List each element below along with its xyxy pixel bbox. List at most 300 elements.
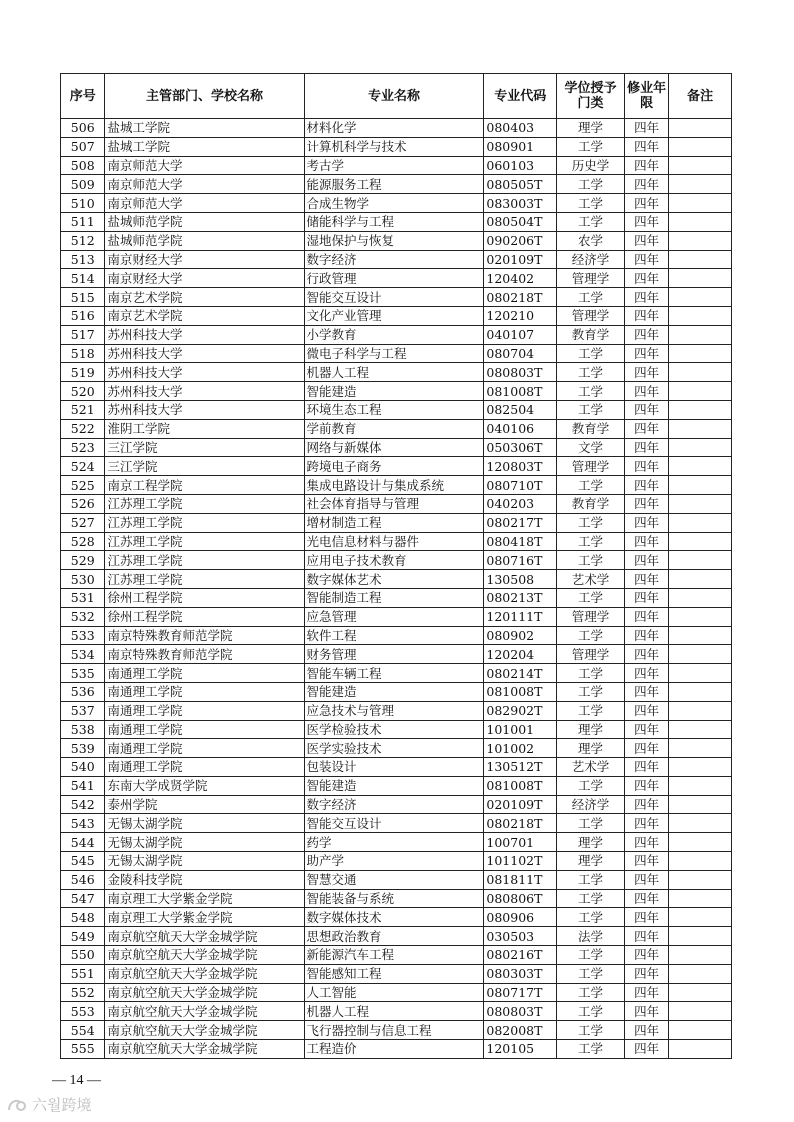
cell-degree: 工学: [557, 814, 625, 833]
cell-years: 四年: [624, 438, 668, 457]
cell-serial: 547: [61, 889, 105, 908]
table-row: [61, 382, 732, 401]
cell-code: 020109T: [484, 795, 557, 814]
cell-school: 南京理工大学紫金学院: [105, 889, 304, 908]
cell-years: 四年: [624, 212, 668, 231]
cell-serial: 534: [61, 645, 105, 664]
cell-degree: 工学: [557, 776, 625, 795]
cell-years: 四年: [624, 776, 668, 795]
cell-code: 082504: [484, 400, 557, 419]
cell-major: 包装设计: [304, 758, 484, 777]
cell-code: 080218T: [484, 288, 557, 307]
cell-years: 四年: [624, 664, 668, 683]
cell-school: 南通理工学院: [105, 701, 304, 720]
cell-major: 数字媒体艺术: [304, 570, 484, 589]
cell-years: 四年: [624, 1002, 668, 1021]
cell-school: 三江学院: [105, 438, 304, 457]
cell-code: 081008T: [484, 682, 557, 701]
cell-code: 100701: [484, 833, 557, 852]
cell-code: 050306T: [484, 438, 557, 457]
cell-years: 四年: [624, 194, 668, 213]
cell-degree: 管理学: [557, 607, 625, 626]
cell-degree: 经济学: [557, 795, 625, 814]
cell-degree: 理学: [557, 833, 625, 852]
cell-school: 江苏理工学院: [105, 494, 304, 513]
cell-major: 机器人工程: [304, 363, 484, 382]
cell-code: 081008T: [484, 776, 557, 795]
cell-serial: 506: [61, 119, 105, 138]
cell-school: 南京航空航天大学金城学院: [105, 964, 304, 983]
cell-school: 金陵科技学院: [105, 870, 304, 889]
cell-remarks: [669, 212, 732, 231]
cell-serial: 523: [61, 438, 105, 457]
cell-school: 无锡太湖学院: [105, 814, 304, 833]
cell-serial: 521: [61, 400, 105, 419]
cell-serial: 528: [61, 532, 105, 551]
cell-remarks: [669, 119, 732, 138]
cell-years: 四年: [624, 137, 668, 156]
cell-serial: 554: [61, 1021, 105, 1040]
cell-school: 南京艺术学院: [105, 288, 304, 307]
cell-school: 三江学院: [105, 457, 304, 476]
cell-degree: 法学: [557, 927, 625, 946]
table-row: [61, 363, 732, 382]
cell-years: 四年: [624, 382, 668, 401]
cell-degree: 管理学: [557, 457, 625, 476]
cell-years: 四年: [624, 344, 668, 363]
table-row: [61, 250, 732, 269]
table-row: [61, 852, 732, 871]
cell-serial: 511: [61, 212, 105, 231]
cell-serial: 533: [61, 626, 105, 645]
cell-serial: 518: [61, 344, 105, 363]
cell-degree: 工学: [557, 682, 625, 701]
cell-years: 四年: [624, 927, 668, 946]
table-row: [61, 927, 732, 946]
cell-degree: 工学: [557, 588, 625, 607]
cell-degree: 工学: [557, 626, 625, 645]
cell-serial: 537: [61, 701, 105, 720]
cell-remarks: [669, 739, 732, 758]
cell-code: 120105: [484, 1040, 557, 1059]
cell-remarks: [669, 419, 732, 438]
majors-table: [60, 73, 732, 1059]
cell-years: 四年: [624, 588, 668, 607]
cell-years: 四年: [624, 1021, 668, 1040]
table-row: [61, 795, 732, 814]
cell-code: 081811T: [484, 870, 557, 889]
cell-code: 130512T: [484, 758, 557, 777]
cell-code: 083003T: [484, 194, 557, 213]
cell-major: 财务管理: [304, 645, 484, 664]
cell-code: 080217T: [484, 513, 557, 532]
cell-school: 南通理工学院: [105, 739, 304, 758]
cell-code: 030503: [484, 927, 557, 946]
page-number: — 14 —: [52, 1073, 101, 1088]
cell-degree: 工学: [557, 175, 625, 194]
table-row: [61, 983, 732, 1002]
cell-years: 四年: [624, 306, 668, 325]
cell-school: 南通理工学院: [105, 664, 304, 683]
cell-serial: 527: [61, 513, 105, 532]
cell-remarks: [669, 137, 732, 156]
cell-years: 四年: [624, 814, 668, 833]
cell-school: 南京航空航天大学金城学院: [105, 1040, 304, 1059]
cell-remarks: [669, 889, 732, 908]
cell-years: 四年: [624, 682, 668, 701]
cell-major: 数字媒体技术: [304, 908, 484, 927]
cell-code: 080803T: [484, 363, 557, 382]
cell-major: 网络与新媒体: [304, 438, 484, 457]
cell-school: 苏州科技大学: [105, 325, 304, 344]
cell-degree: 工学: [557, 1021, 625, 1040]
table-row: [61, 137, 732, 156]
cell-code: 080213T: [484, 588, 557, 607]
cell-degree: 工学: [557, 288, 625, 307]
cell-major: 考古学: [304, 156, 484, 175]
cell-years: 四年: [624, 288, 668, 307]
cell-code: 082902T: [484, 701, 557, 720]
cell-major: 应急管理: [304, 607, 484, 626]
header-years: 修业年限: [624, 74, 668, 119]
cell-years: 四年: [624, 645, 668, 664]
cell-major: 智能建造: [304, 382, 484, 401]
cell-years: 四年: [624, 758, 668, 777]
table-row: [61, 607, 732, 626]
cell-degree: 理学: [557, 720, 625, 739]
cell-degree: 农学: [557, 231, 625, 250]
cell-remarks: [669, 776, 732, 795]
cell-school: 南京师范大学: [105, 194, 304, 213]
cell-serial: 522: [61, 419, 105, 438]
cell-code: 120803T: [484, 457, 557, 476]
cell-school: 盐城工学院: [105, 119, 304, 138]
table-row: [61, 870, 732, 889]
cell-major: 应急技术与管理: [304, 701, 484, 720]
cell-major: 助产学: [304, 852, 484, 871]
cell-code: 120204: [484, 645, 557, 664]
cell-serial: 524: [61, 457, 105, 476]
cell-years: 四年: [624, 833, 668, 852]
header-major: 专业名称: [304, 74, 484, 119]
cell-code: 080214T: [484, 664, 557, 683]
cell-major: 智能交互设计: [304, 288, 484, 307]
cell-remarks: [669, 457, 732, 476]
cell-remarks: [669, 946, 732, 965]
table-row: [61, 400, 732, 419]
cell-remarks: [669, 363, 732, 382]
cell-major: 能源服务工程: [304, 175, 484, 194]
cell-major: 文化产业管理: [304, 306, 484, 325]
cell-major: 计算机科学与技术: [304, 137, 484, 156]
cell-remarks: [669, 175, 732, 194]
cell-code: 080717T: [484, 983, 557, 1002]
cell-degree: 艺术学: [557, 758, 625, 777]
cell-years: 四年: [624, 119, 668, 138]
cell-remarks: [669, 664, 732, 683]
cell-serial: 525: [61, 476, 105, 495]
cell-serial: 530: [61, 570, 105, 589]
cell-remarks: [669, 400, 732, 419]
cell-code: 080716T: [484, 551, 557, 570]
table-row: [61, 119, 732, 138]
cell-major: 新能源汽车工程: [304, 946, 484, 965]
cell-degree: 工学: [557, 476, 625, 495]
table-row: [61, 551, 732, 570]
cell-degree: 工学: [557, 1040, 625, 1059]
cell-major: 应用电子技术教育: [304, 551, 484, 570]
cell-major: 机器人工程: [304, 1002, 484, 1021]
cell-code: 081008T: [484, 382, 557, 401]
cell-serial: 545: [61, 852, 105, 871]
cell-remarks: [669, 532, 732, 551]
cell-remarks: [669, 551, 732, 570]
cell-degree: 管理学: [557, 306, 625, 325]
cell-code: 101001: [484, 720, 557, 739]
table-row: [61, 701, 732, 720]
cell-school: 盐城师范学院: [105, 231, 304, 250]
cell-code: 080418T: [484, 532, 557, 551]
cell-years: 四年: [624, 870, 668, 889]
table-row: [61, 494, 732, 513]
cell-school: 南京航空航天大学金城学院: [105, 946, 304, 965]
cell-remarks: [669, 701, 732, 720]
cell-years: 四年: [624, 852, 668, 871]
cell-school: 南通理工学院: [105, 682, 304, 701]
cell-school: 南通理工学院: [105, 720, 304, 739]
cell-code: 080505T: [484, 175, 557, 194]
cell-serial: 543: [61, 814, 105, 833]
table-row: [61, 325, 732, 344]
cell-remarks: [669, 870, 732, 889]
cell-degree: 工学: [557, 1002, 625, 1021]
table-row: [61, 344, 732, 363]
cell-school: 无锡太湖学院: [105, 833, 304, 852]
cell-degree: 工学: [557, 532, 625, 551]
table-row: [61, 419, 732, 438]
cell-school: 徐州工程学院: [105, 607, 304, 626]
cell-degree: 管理学: [557, 645, 625, 664]
cell-major: 飞行器控制与信息工程: [304, 1021, 484, 1040]
cell-degree: 教育学: [557, 325, 625, 344]
cell-years: 四年: [624, 739, 668, 758]
table-row: [61, 946, 732, 965]
cell-serial: 509: [61, 175, 105, 194]
cell-years: 四年: [624, 363, 668, 382]
cell-school: 苏州科技大学: [105, 363, 304, 382]
cell-school: 苏州科技大学: [105, 400, 304, 419]
cell-school: 南京财经大学: [105, 250, 304, 269]
cell-remarks: [669, 325, 732, 344]
cell-remarks: [669, 306, 732, 325]
cell-degree: 艺术学: [557, 570, 625, 589]
cell-remarks: [669, 626, 732, 645]
cell-school: 盐城工学院: [105, 137, 304, 156]
table-row: [61, 212, 732, 231]
cell-degree: 工学: [557, 551, 625, 570]
cell-years: 四年: [624, 400, 668, 419]
cell-serial: 508: [61, 156, 105, 175]
cell-code: 080403: [484, 119, 557, 138]
cell-degree: 历史学: [557, 156, 625, 175]
cell-code: 080906: [484, 908, 557, 927]
cell-serial: 529: [61, 551, 105, 570]
cell-remarks: [669, 1021, 732, 1040]
cell-years: 四年: [624, 889, 668, 908]
cell-code: 040106: [484, 419, 557, 438]
cell-school: 徐州工程学院: [105, 588, 304, 607]
cell-serial: 535: [61, 664, 105, 683]
cell-serial: 532: [61, 607, 105, 626]
cell-school: 南京航空航天大学金城学院: [105, 1002, 304, 1021]
cell-major: 医学实验技术: [304, 739, 484, 758]
cell-school: 无锡太湖学院: [105, 852, 304, 871]
cell-code: 120402: [484, 269, 557, 288]
cell-degree: 工学: [557, 983, 625, 1002]
table-row: [61, 1021, 732, 1040]
cell-major: 智能交互设计: [304, 814, 484, 833]
cell-remarks: [669, 814, 732, 833]
watermark: [6, 1094, 92, 1115]
cell-degree: 工学: [557, 908, 625, 927]
cell-remarks: [669, 964, 732, 983]
cell-serial: 550: [61, 946, 105, 965]
cell-school: 盐城师范学院: [105, 212, 304, 231]
cell-code: 060103: [484, 156, 557, 175]
cell-degree: 工学: [557, 194, 625, 213]
cell-remarks: [669, 494, 732, 513]
cell-years: 四年: [624, 607, 668, 626]
cell-degree: 工学: [557, 212, 625, 231]
cell-remarks: [669, 758, 732, 777]
cell-years: 四年: [624, 175, 668, 194]
cell-major: 合成生物学: [304, 194, 484, 213]
cell-serial: 519: [61, 363, 105, 382]
cell-remarks: [669, 382, 732, 401]
header-row: [61, 74, 732, 119]
cell-remarks: [669, 513, 732, 532]
cell-school: 南京航空航天大学金城学院: [105, 983, 304, 1002]
cell-years: 四年: [624, 325, 668, 344]
cell-code: 080216T: [484, 946, 557, 965]
table-row: [61, 1002, 732, 1021]
cell-degree: 理学: [557, 739, 625, 758]
cell-serial: 552: [61, 983, 105, 1002]
header-code: 专业代码: [484, 74, 557, 119]
cell-major: 智能建造: [304, 682, 484, 701]
cell-school: 南京航空航天大学金城学院: [105, 927, 304, 946]
table-row: [61, 814, 732, 833]
cell-serial: 516: [61, 306, 105, 325]
cell-years: 四年: [624, 156, 668, 175]
cell-degree: 工学: [557, 400, 625, 419]
cell-school: 东南大学成贤学院: [105, 776, 304, 795]
cell-degree: 工学: [557, 344, 625, 363]
cell-code: 082008T: [484, 1021, 557, 1040]
cell-serial: 549: [61, 927, 105, 946]
cell-school: 南京师范大学: [105, 175, 304, 194]
cell-serial: 531: [61, 588, 105, 607]
cell-remarks: [669, 795, 732, 814]
cell-remarks: [669, 250, 732, 269]
cell-school: 南通理工学院: [105, 758, 304, 777]
cell-major: 湿地保护与恢复: [304, 231, 484, 250]
cell-degree: 教育学: [557, 494, 625, 513]
cell-code: 080504T: [484, 212, 557, 231]
cell-years: 四年: [624, 494, 668, 513]
table-header: [61, 74, 732, 119]
cell-remarks: [669, 682, 732, 701]
cell-school: 南京工程学院: [105, 476, 304, 495]
cell-major: 增材制造工程: [304, 513, 484, 532]
cell-school: 江苏理工学院: [105, 513, 304, 532]
cell-years: 四年: [624, 720, 668, 739]
table-row: [61, 231, 732, 250]
cell-years: 四年: [624, 570, 668, 589]
cell-years: 四年: [624, 269, 668, 288]
cell-years: 四年: [624, 532, 668, 551]
table-row: [61, 269, 732, 288]
table-row: [61, 513, 732, 532]
cell-major: 环境生态工程: [304, 400, 484, 419]
cell-major: 材料化学: [304, 119, 484, 138]
cell-remarks: [669, 908, 732, 927]
table-row: [61, 964, 732, 983]
header-remarks: 备注: [669, 74, 732, 119]
table-row: [61, 626, 732, 645]
table-row: [61, 908, 732, 927]
cell-serial: 536: [61, 682, 105, 701]
cell-years: 四年: [624, 250, 668, 269]
cell-code: 080803T: [484, 1002, 557, 1021]
cell-serial: 526: [61, 494, 105, 513]
table-row: [61, 645, 732, 664]
cell-code: 080806T: [484, 889, 557, 908]
cell-school: 泰州学院: [105, 795, 304, 814]
cell-major: 数字经济: [304, 250, 484, 269]
cell-code: 040107: [484, 325, 557, 344]
table-row: [61, 570, 732, 589]
cell-school: 苏州科技大学: [105, 382, 304, 401]
cell-major: 人工智能: [304, 983, 484, 1002]
cell-major: 智能车辆工程: [304, 664, 484, 683]
cell-major: 医学检验技术: [304, 720, 484, 739]
table-row: [61, 833, 732, 852]
header-degree: 学位授予门类: [557, 74, 625, 119]
cell-code: 080902: [484, 626, 557, 645]
cell-school: 南京特殊教育师范学院: [105, 645, 304, 664]
cell-major: 储能科学与工程: [304, 212, 484, 231]
cell-remarks: [669, 156, 732, 175]
cell-remarks: [669, 720, 732, 739]
table-row: [61, 758, 732, 777]
cell-remarks: [669, 983, 732, 1002]
cell-degree: 管理学: [557, 269, 625, 288]
cell-serial: 553: [61, 1002, 105, 1021]
cell-remarks: [669, 194, 732, 213]
cell-code: 120210: [484, 306, 557, 325]
cell-serial: 507: [61, 137, 105, 156]
cell-code: 080303T: [484, 964, 557, 983]
table-row: [61, 175, 732, 194]
cell-years: 四年: [624, 964, 668, 983]
table-body: [61, 119, 732, 1059]
table-row: [61, 457, 732, 476]
cell-major: 行政管理: [304, 269, 484, 288]
cell-years: 四年: [624, 513, 668, 532]
cell-major: 小学教育: [304, 325, 484, 344]
cell-remarks: [669, 645, 732, 664]
